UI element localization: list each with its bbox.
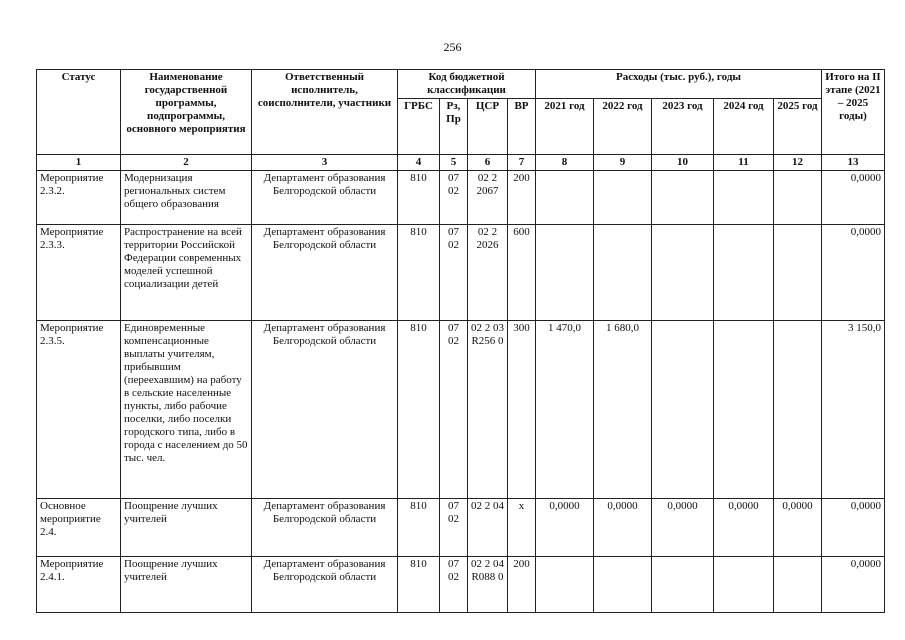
header-2025: 2025 год <box>774 99 822 155</box>
column-numbers-row <box>37 155 885 171</box>
cell-grbs: 810 <box>398 557 440 613</box>
header-2021: 2021 год <box>536 99 594 155</box>
page-number: 256 <box>443 40 462 54</box>
cell-csr: 02 2 2067 <box>468 171 508 225</box>
cell-2023 <box>652 321 714 499</box>
cell-2022 <box>594 171 652 225</box>
cell-executor: Департамент образования Белгородской области <box>252 557 398 613</box>
cell-status: Мероприятие 2.4.1. <box>37 557 121 613</box>
cell-2025 <box>774 557 822 613</box>
header-executor: Ответственный исполнитель, соисполнители, участники <box>252 70 398 155</box>
cell-2024: 0,0000 <box>714 499 774 557</box>
cell-total: 0,0000 <box>822 499 885 557</box>
cell-2023 <box>652 557 714 613</box>
header-grbs: ГРБС <box>398 99 440 155</box>
cell-2022 <box>594 225 652 321</box>
header-budget-code: Код бюджетной классификации <box>398 70 536 99</box>
cell-vr: 200 <box>508 171 536 225</box>
cell-total: 3 150,0 <box>822 321 885 499</box>
cell-rz: 07 02 <box>440 225 468 321</box>
cell-grbs: 810 <box>398 225 440 321</box>
header-2022: 2022 год <box>594 99 652 155</box>
cell-status: Мероприятие 2.3.5. <box>37 321 121 499</box>
cell-2025 <box>774 225 822 321</box>
header-2023: 2023 год <box>652 99 714 155</box>
cell-rz: 07 02 <box>440 171 468 225</box>
cell-executor: Департамент образования Белгородской области <box>252 499 398 557</box>
cell-grbs: 810 <box>398 171 440 225</box>
cell-csr: 02 2 04 R088 0 <box>468 557 508 613</box>
cell-2023: 0,0000 <box>652 499 714 557</box>
cell-vr: 200 <box>508 557 536 613</box>
cell-status: Мероприятие 2.3.2. <box>37 171 121 225</box>
cell-2023 <box>652 225 714 321</box>
col-number: 11 <box>714 155 774 171</box>
cell-name: Поощрение лучших учителей <box>121 499 252 557</box>
col-number: 3 <box>252 155 398 171</box>
header-expenses: Расходы (тыс. руб.), годы <box>536 70 822 99</box>
cell-name: Единовременные компенсационные выплаты учителям, прибывшим (переехавшим) на работу в сельские населенные пункты, либо рабочие поселки, либо поселки городского типа, либо в города с населением до 50 тыс. чел. <box>121 321 252 499</box>
col-number: 4 <box>398 155 440 171</box>
cell-grbs: 810 <box>398 321 440 499</box>
header-total: Итого на II этапе (2021 – 2025 годы) <box>822 70 885 155</box>
cell-name: Распространение на всей территории Российской Федерации современных моделей успешной социализации детей <box>121 225 252 321</box>
col-number: 5 <box>440 155 468 171</box>
cell-status: Основное мероприятие 2.4. <box>37 499 121 557</box>
header-vr: ВР <box>508 99 536 155</box>
cell-grbs: 810 <box>398 499 440 557</box>
cell-2021: 0,0000 <box>536 499 594 557</box>
cell-2024 <box>714 225 774 321</box>
cell-2021 <box>536 171 594 225</box>
cell-2023 <box>652 171 714 225</box>
cell-csr: 02 2 03 R256 0 <box>468 321 508 499</box>
col-number: 7 <box>508 155 536 171</box>
cell-rz: 07 02 <box>440 499 468 557</box>
cell-2022: 1 680,0 <box>594 321 652 499</box>
cell-vr: х <box>508 499 536 557</box>
table-body <box>37 171 885 613</box>
cell-2021 <box>536 557 594 613</box>
cell-2021: 1 470,0 <box>536 321 594 499</box>
table-header <box>37 70 885 171</box>
col-number: 6 <box>468 155 508 171</box>
header-2024: 2024 год <box>714 99 774 155</box>
cell-status: Мероприятие 2.3.3. <box>37 225 121 321</box>
cell-name: Модернизация региональных систем общего образования <box>121 171 252 225</box>
cell-csr: 02 2 04 <box>468 499 508 557</box>
cell-2025 <box>774 171 822 225</box>
cell-total: 0,0000 <box>822 225 885 321</box>
table-row <box>37 321 885 499</box>
cell-total: 0,0000 <box>822 557 885 613</box>
cell-vr: 300 <box>508 321 536 499</box>
table-row <box>37 499 885 557</box>
cell-2024 <box>714 171 774 225</box>
col-number: 10 <box>652 155 714 171</box>
cell-name: Поощрение лучших учителей <box>121 557 252 613</box>
cell-2025: 0,0000 <box>774 499 822 557</box>
cell-total: 0,0000 <box>822 171 885 225</box>
cell-executor: Департамент образования Белгородской области <box>252 171 398 225</box>
cell-2025 <box>774 321 822 499</box>
col-number: 2 <box>121 155 252 171</box>
budget-table <box>36 69 885 613</box>
cell-2022 <box>594 557 652 613</box>
cell-rz: 07 02 <box>440 557 468 613</box>
cell-2022: 0,0000 <box>594 499 652 557</box>
col-number: 13 <box>822 155 885 171</box>
col-number: 9 <box>594 155 652 171</box>
header-csr: ЦСР <box>468 99 508 155</box>
col-number: 12 <box>774 155 822 171</box>
cell-executor: Департамент образования Белгородской области <box>252 321 398 499</box>
cell-csr: 02 2 2026 <box>468 225 508 321</box>
table-row <box>37 225 885 321</box>
col-number: 8 <box>536 155 594 171</box>
cell-2024 <box>714 557 774 613</box>
cell-vr: 600 <box>508 225 536 321</box>
col-number: 1 <box>37 155 121 171</box>
cell-rz: 07 02 <box>440 321 468 499</box>
table-row <box>37 557 885 613</box>
header-status: Статус <box>37 70 121 155</box>
cell-2021 <box>536 225 594 321</box>
table-row <box>37 171 885 225</box>
cell-executor: Департамент образования Белгородской области <box>252 225 398 321</box>
header-name: Наименование государственной программы, подпрограммы, основного мероприятия <box>121 70 252 155</box>
cell-2024 <box>714 321 774 499</box>
header-rz: Рз, Пр <box>440 99 468 155</box>
